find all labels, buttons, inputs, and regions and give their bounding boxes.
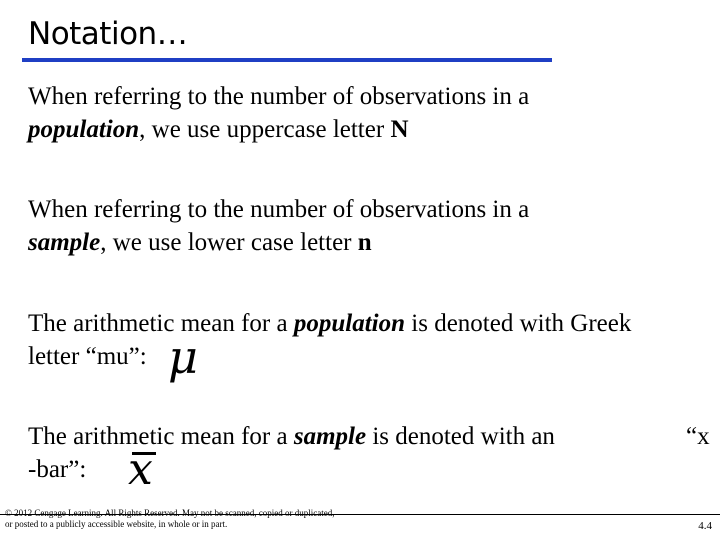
paragraph-sample-mean <box>28 420 555 486</box>
slide-title: Notation… <box>28 16 188 52</box>
page-number: 4.4 <box>698 520 712 532</box>
copyright-notice: © 2012 Cengage Learning. All Rights Reserved. May not be scanned, copied or duplicated, or posted to a publicly accessible website, in whole or in part. <box>5 508 335 529</box>
p1-line1: When referring to the number of observations in a <box>28 83 530 110</box>
p1-letter: N <box>390 116 409 143</box>
p4-a: The arithmetic mean for a <box>28 423 294 450</box>
xbar-symbol: x <box>128 444 153 495</box>
p4-c: -bar”: <box>28 456 87 483</box>
paragraph-sample-count <box>28 193 529 259</box>
p4-quote: “x <box>686 423 710 450</box>
title-underline <box>22 58 552 62</box>
p4-emphasis: sample <box>293 423 367 450</box>
p2-rest: , we use lower case letter <box>100 229 358 256</box>
paragraph-population-count <box>28 80 529 146</box>
p2-letter: n <box>357 229 372 256</box>
p2-line1: When referring to the number of observations in a <box>28 196 530 223</box>
p3-c: letter “mu”: <box>28 343 147 370</box>
p3-a: The arithmetic mean for a <box>28 310 294 337</box>
p1-rest: , we use uppercase letter <box>139 116 391 143</box>
p4-b: is denoted with an <box>366 423 555 450</box>
p1-emphasis: population <box>28 116 140 143</box>
paragraph-population-mean <box>28 307 631 373</box>
p3-b: is denoted with Greek <box>405 310 632 337</box>
p3-emphasis: population <box>293 310 406 337</box>
p2-emphasis: sample <box>28 229 101 256</box>
mu-symbol: μ <box>168 330 198 384</box>
